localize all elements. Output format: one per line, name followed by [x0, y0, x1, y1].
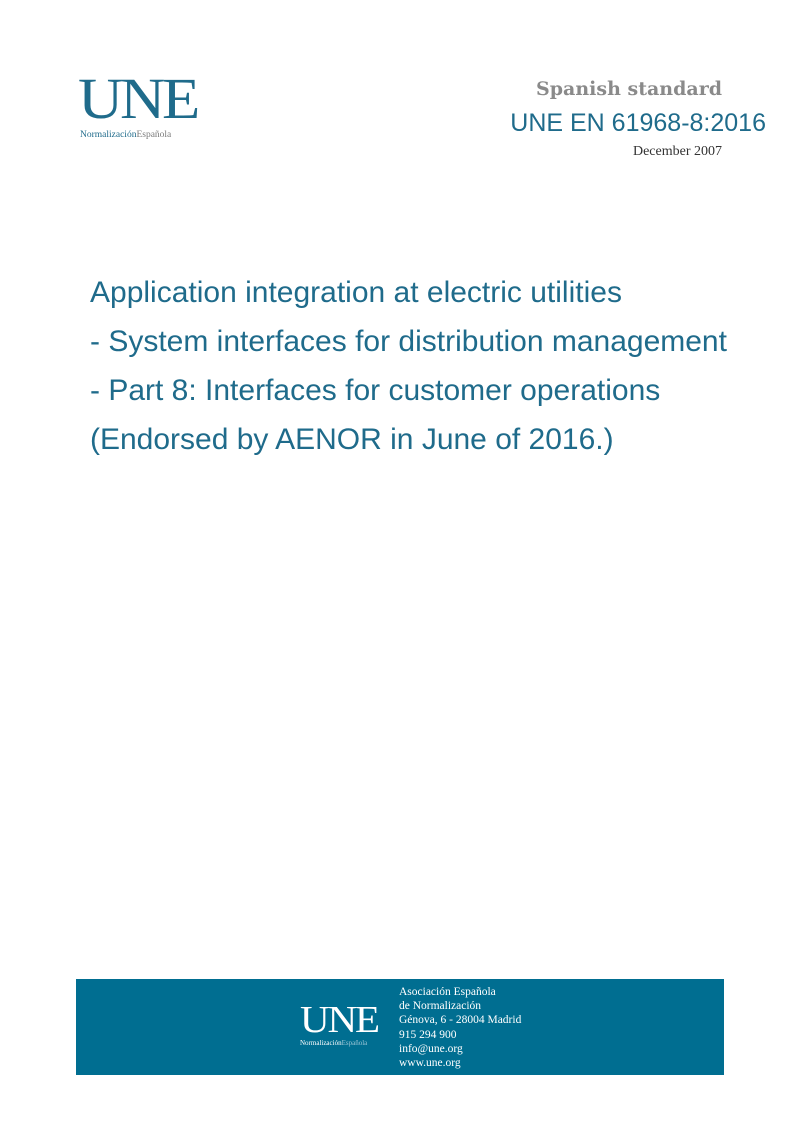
une-logo-footer [300, 999, 390, 1053]
title-line: - System interfaces for distribution management [90, 325, 727, 358]
logo-mark: UNE [300, 999, 378, 1041]
contact-phone: 915 294 900 [399, 1028, 457, 1041]
contact-line: de Normalización [399, 1000, 482, 1013]
logo-mark: UNE [78, 66, 198, 131]
standard-header [510, 78, 766, 160]
standard-code: UNE EN 61968-8:2016 [510, 109, 766, 137]
contact-website[interactable]: www.une.org [399, 1057, 461, 1070]
standard-date: December 2007 [632, 144, 722, 159]
publisher-footer [76, 979, 724, 1075]
title-line: (Endorsed by AENOR in June of 2016.) [90, 423, 614, 456]
logo-tagline: NormalizaciónEspañola [300, 1039, 368, 1047]
contact-email[interactable]: info@une.org [399, 1042, 463, 1055]
contact-address: Génova, 6 - 28004 Madrid [399, 1014, 522, 1027]
logo-tagline: NormalizaciónEspañola [80, 130, 172, 140]
standard-kind: Spanish standard [536, 78, 722, 100]
document-title [90, 268, 790, 464]
contact-block [399, 985, 521, 1070]
title-line: Application integration at electric utilities [90, 276, 622, 309]
une-logo [78, 66, 208, 146]
title-line: - Part 8: Interfaces for customer operations [90, 374, 661, 407]
contact-line: Asociación Española [399, 986, 496, 998]
